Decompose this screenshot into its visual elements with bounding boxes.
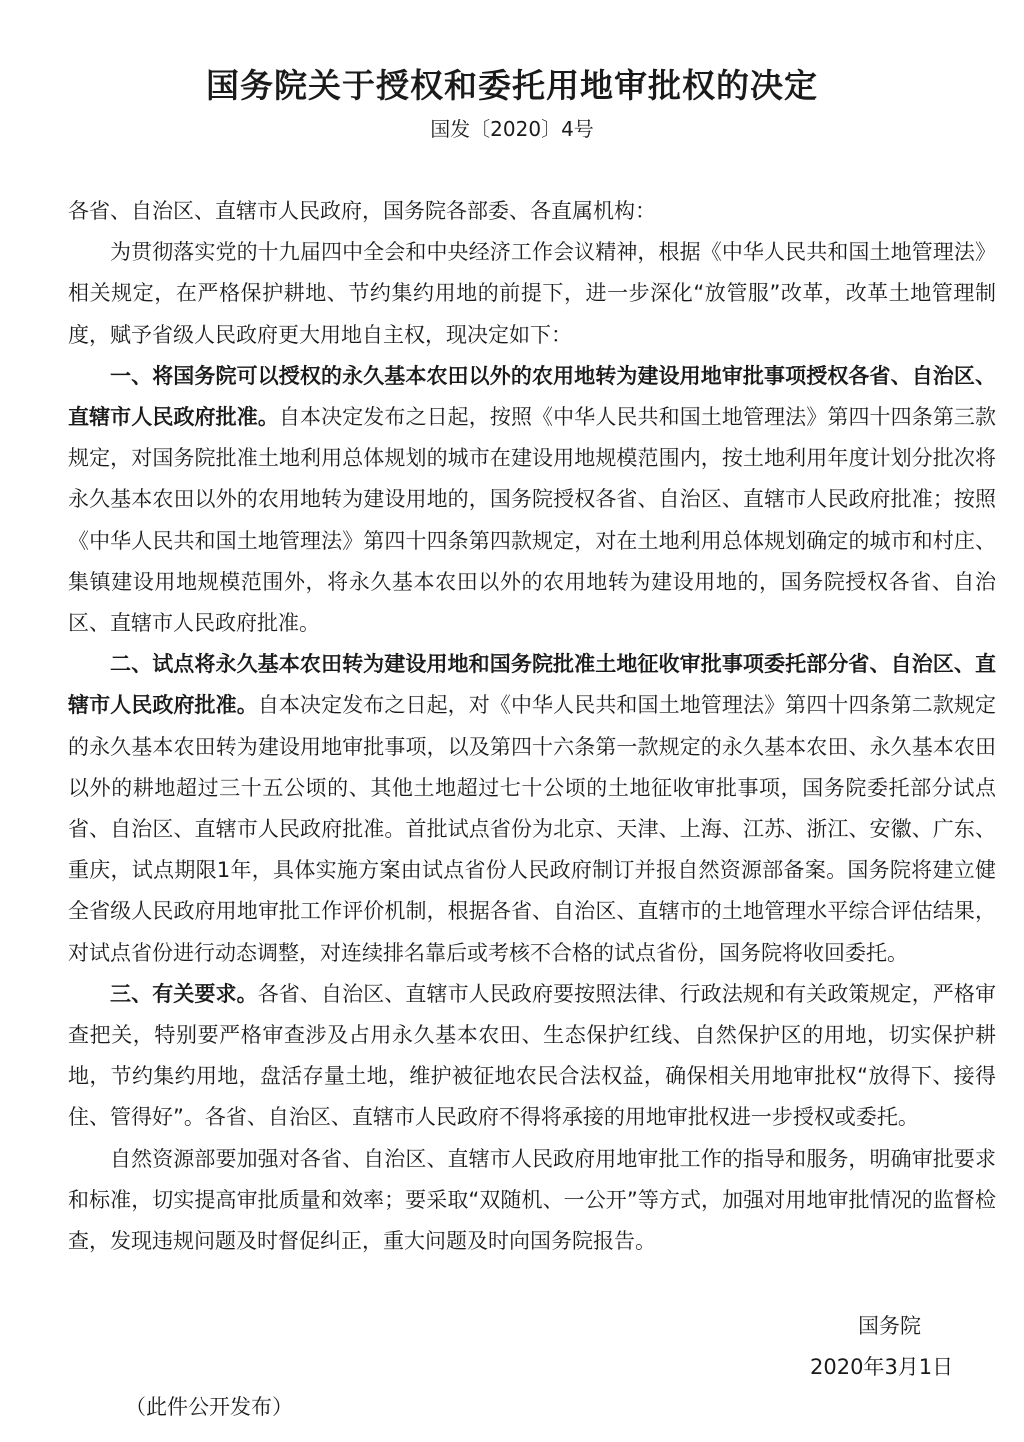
section-3-heading: 三、有关要求。 — [110, 981, 258, 1006]
signature-organization: 国务院 — [858, 1314, 921, 1338]
section-1-body: 自本决定发布之日起，按照《中华人民共和国土地管理法》第四十四条第三款规定，对国务院批准土地利用总体规划的城市在建设用地规模范围内，按土地利用年度计划分批次将永久基本农田以外的农用地转为建设用地的，国务院授权各省、自治区、直辖市人民政府批准；按照《中华人民共和国土地管理法》第四十四条第四款规定，对在土地利用总体规划确定的城市和村庄、集镇建设用地规模范围外，将永久基本农田以外的农用地转为建设用地的，国务院授权各省、自治区、直辖市人民政府批准。 — [68, 405, 997, 636]
document-number: 国发〔2020〕4号 — [430, 117, 594, 141]
salutation: 各省、自治区、直辖市人民政府，国务院各部委、各直属机构： — [68, 199, 656, 223]
section-3 — [68, 974, 996, 1139]
public-release-note: （此件公开发布） — [125, 1395, 293, 1419]
section-3-body: 各省、自治区、直辖市人民政府要按照法律、行政法规和有关政策规定，严格审查把关，特别要严格审查涉及占用永久基本农田、生态保护红线、自然保护区的用地，切实保护耕地，节约集约用地，盘活存量土地，维护被征地农民合法权益，确保相关用地审批权“放得下、接得住、管得好”。各省、自治区、直辖市人民政府不得将承接的用地审批权进一步授权或委托。 — [68, 981, 997, 1130]
section-2 — [68, 644, 996, 974]
closing-paragraph: 自然资源部要加强对各省、自治区、直辖市人民政府用地审批工作的指导和服务，明确审批要求和标准，切实提高审批质量和效率；要采取“双随机、一公开”等方式，加强对用地审批情况的监督检查，发现违规问题及时督促纠正，重大问题及时向国务院报告。 — [68, 1146, 996, 1254]
section-1 — [68, 356, 996, 644]
intro-paragraph: 为贯彻落实党的十九届四中全会和中央经济工作会议精神，根据《中华人民共和国土地管理法》相关规定，在严格保护耕地、节约集约用地的前提下，进一步深化“放管服”改革，改革土地管理制度，赋予省级人民政府更大用地自主权，现决定如下： — [68, 240, 996, 347]
section-1-heading: 一、将国务院可以授权的永久基本农田以外的农用地转为建设用地审批事项授权各省、自治区、直辖市人民政府批准。 — [68, 363, 996, 430]
signature-date: 2020年3月1日 — [810, 1355, 954, 1379]
section-2-body: 自本决定发布之日起，对《中华人民共和国土地管理法》第四十四条第二款规定的永久基本农田转为建设用地审批事项，以及第四十六条第一款规定的永久基本农田、永久基本农田以外的耕地超过三十五公顷的、其他土地超过七十公顷的土地征收审批事项，国务院委托部分试点省、自治区、直辖市人民政府批准。首批试点省份为北京、天津、上海、江苏、浙江、安徽、广东、重庆，试点期限1年，具体实施方案由试点省份人民政府制订并报自然资源部备案。国务院将建立健全省级人民政府用地审批工作评价机制，根据各省、自治区、直辖市的土地管理水平综合评估结果，对试点省份进行动态调整，对连续排名靠后或考核不合格的试点省份，国务院将收回委托。 — [68, 693, 997, 965]
document-title: 国务院关于授权和委托用地审批权的决定 — [206, 66, 818, 105]
document-body — [68, 191, 996, 1262]
section-2-heading: 二、试点将永久基本农田转为建设用地和国务院批准土地征收审批事项委托部分省、自治区、直辖市人民政府批准。 — [68, 652, 996, 718]
